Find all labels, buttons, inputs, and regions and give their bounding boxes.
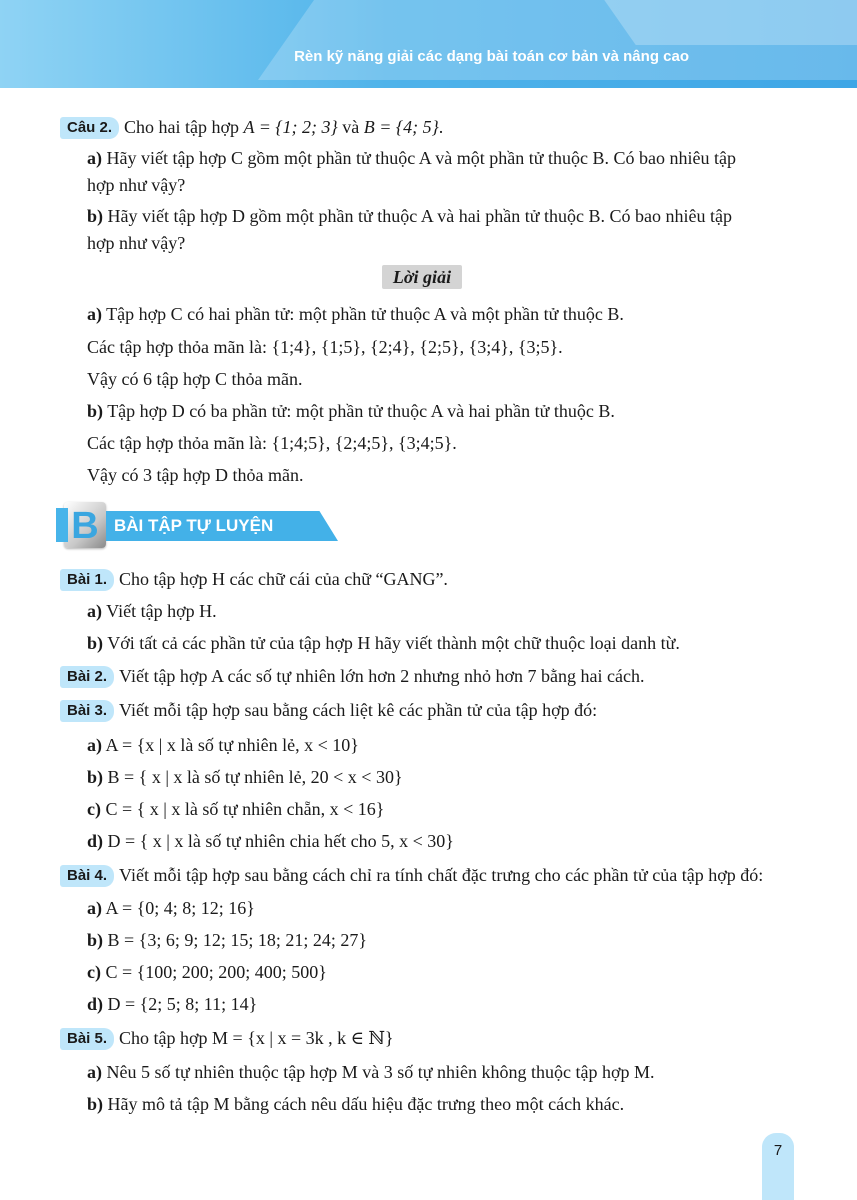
solution-b-line-2: Các tập hợp thỏa mãn là: {1;4;5}, {2;4;5}, {3;4;5}. — [87, 433, 457, 453]
part-text: Nêu 5 số tự nhiên thuộc tập hợp M và 3 số tự nhiên không thuộc tập hợp M. — [102, 1062, 655, 1082]
statement-text: Cho hai tập hợp — [124, 117, 244, 137]
exercise-5-part-a — [87, 1061, 655, 1083]
exercise-4-item — [87, 897, 255, 919]
part-label: a) — [87, 601, 102, 621]
statement-text: và — [337, 117, 364, 137]
part-label: a) — [87, 1062, 102, 1082]
statement-text: Viết tập hợp A các số tự nhiên lớn hơn 2 nhưng nhỏ hơn 7 bằng hai cách. — [119, 666, 645, 686]
statement-text: Viết mỗi tập hợp sau bằng cách chỉ ra tính chất đặc trưng cho các phần tử của tập hợp đó: — [119, 865, 764, 885]
solution-text: Tập hợp D có ba phần tử: một phần tử thuộc A và hai phần tử thuộc B. — [103, 401, 615, 421]
part-label: b) — [87, 401, 104, 421]
exercise-3-statement — [60, 699, 597, 722]
question-label: Câu 2. — [60, 117, 119, 139]
set-a: A = {1; 2; 3} — [243, 117, 338, 137]
exercise-4-statement — [60, 864, 763, 887]
set-b: B = {4; 5} — [363, 117, 439, 137]
statement-text: Cho tập hợp H các chữ cái của chữ “GANG”. — [119, 569, 448, 589]
exercise-1-statement — [60, 568, 448, 591]
set-definition: A = {x | x là số tự nhiên lẻ, x < 10} — [102, 735, 359, 755]
solution-a-line-3: Vậy có 6 tập hợp C thỏa mãn. — [87, 369, 303, 389]
part-text: Viết tập hợp H. — [102, 601, 217, 621]
set-definition: C = { x | x là số tự nhiên chẵn, x < 16} — [100, 799, 385, 819]
exercise-4-item — [87, 961, 327, 983]
part-text: Hãy viết tập hợp D gồm một phần tử thuộc A và hai phần tử thuộc B. Có bao nhiêu tập — [103, 206, 732, 226]
page-header — [0, 0, 857, 88]
question-2-part-b — [87, 205, 732, 227]
solution-b-line-3: Vậy có 3 tập hợp D thỏa mãn. — [87, 465, 304, 485]
exercise-label: Bài 2. — [60, 666, 114, 688]
part-label: a) — [87, 304, 102, 324]
page-number: 7 — [773, 1142, 783, 1159]
part-text: Hãy viết tập hợp C gồm một phần tử thuộc A và một phần tử thuộc B. Có bao nhiêu tập — [102, 148, 736, 168]
part-text: Với tất cả các phần tử của tập hợp H hãy viết thành một chữ thuộc loại danh từ. — [103, 633, 680, 653]
part-label: b) — [87, 1094, 104, 1114]
section-letter: B — [71, 505, 99, 547]
solution-a-line-2: Các tập hợp thỏa mãn là: {1;4}, {1;5}, {2;4}, {2;5}, {3;4}, {3;5}. — [87, 337, 563, 357]
exercise-label: Bài 1. — [60, 569, 114, 591]
exercise-4-item — [87, 993, 257, 1015]
set-listing: A = {0; 4; 8; 12; 16} — [102, 898, 255, 918]
exercise-5-statement — [60, 1027, 394, 1050]
statement-text: . — [438, 117, 444, 137]
part-label: c) — [87, 799, 101, 819]
question-2-part-a — [87, 147, 736, 169]
set-definition: D = { x | x là số tự nhiên chia hết cho 5, x < 30} — [103, 831, 454, 851]
solution-text: Tập hợp C có hai phần tử: một phần tử thuộc A và một phần tử thuộc B. — [102, 304, 624, 324]
exercise-3-item — [87, 766, 403, 788]
exercise-label: Bài 3. — [60, 700, 114, 722]
part-label: a) — [87, 898, 102, 918]
set-definition: B = { x | x là số tự nhiên lẻ, 20 < x < 30} — [103, 767, 403, 787]
exercise-label: Bài 5. — [60, 1028, 114, 1050]
solution-a-line-1 — [87, 303, 624, 325]
part-label: c) — [87, 962, 101, 982]
part-label: a) — [87, 148, 102, 168]
exercise-3-item — [87, 798, 384, 820]
question-2-part-a-cont: hợp như vậy? — [87, 175, 186, 195]
section-b-header — [56, 502, 286, 548]
exercise-1-part-a — [87, 600, 217, 622]
part-text: Hãy mô tả tập M bằng cách nêu dấu hiệu đặc trưng theo một cách khác. — [103, 1094, 625, 1114]
part-label: b) — [87, 930, 104, 950]
set-listing: B = {3; 6; 9; 12; 15; 18; 21; 24; 27} — [103, 930, 367, 950]
set-listing: C = {100; 200; 200; 400; 500} — [100, 962, 327, 982]
solution-b-line-1 — [87, 400, 615, 422]
section-title: BÀI TẬP TỰ LUYỆN — [114, 516, 274, 535]
part-label: d) — [87, 994, 104, 1014]
header-title: Rèn kỹ năng giải các dạng bài toán cơ bản và nâng cao — [294, 48, 689, 65]
exercise-5-part-b — [87, 1093, 624, 1115]
exercise-3-item — [87, 734, 359, 756]
statement-text: Viết mỗi tập hợp sau bằng cách liệt kê các phần tử của tập hợp đó: — [119, 700, 598, 720]
header-decoration — [604, 0, 857, 45]
part-label: b) — [87, 206, 104, 226]
part-label: d) — [87, 831, 104, 851]
question-2-statement — [60, 116, 443, 139]
question-2-part-b-cont: hợp như vậy? — [87, 233, 186, 253]
solution-heading: Lời giải — [382, 265, 462, 289]
part-label: b) — [87, 633, 104, 653]
set-listing: D = {2; 5; 8; 11; 14} — [103, 994, 258, 1014]
exercise-label: Bài 4. — [60, 865, 114, 887]
statement-text: Cho tập hợp M = {x | x = 3k , k ∈ ℕ} — [119, 1028, 394, 1048]
exercise-2-statement — [60, 665, 644, 688]
exercise-4-item — [87, 929, 367, 951]
exercise-3-item — [87, 830, 454, 852]
exercise-1-part-b — [87, 632, 680, 654]
part-label: b) — [87, 767, 104, 787]
part-label: a) — [87, 735, 102, 755]
